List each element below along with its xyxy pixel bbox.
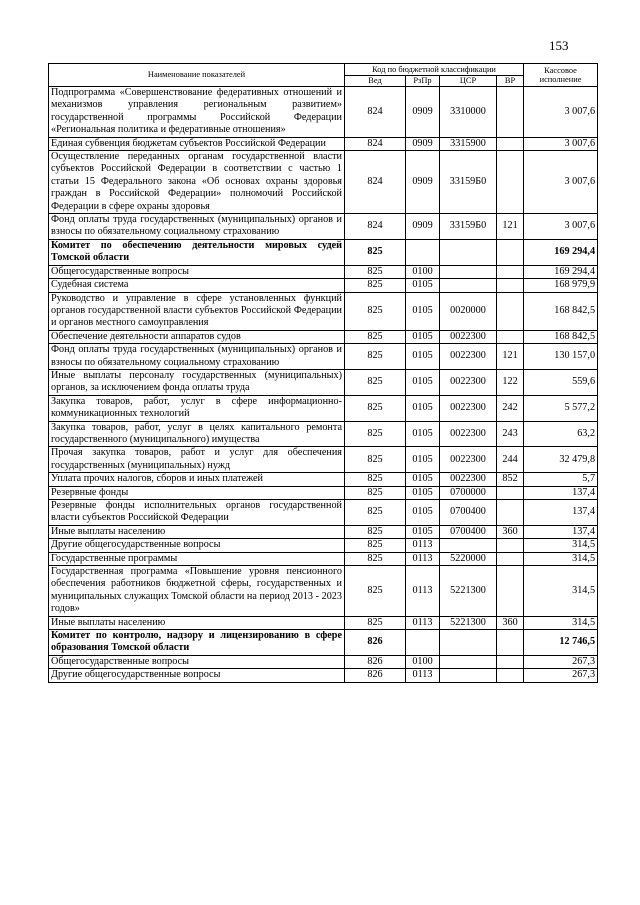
cell-name: Закупка товаров, работ, услуг в сфере информационно-коммуникационных технологий	[49, 395, 345, 421]
cell-name: Иные выплаты населению	[49, 525, 345, 538]
cell-rzpr: 0105	[406, 292, 440, 330]
cell-name: Резервные фонды	[49, 486, 345, 499]
cell-csr	[440, 630, 497, 656]
cell-ved: 825	[345, 330, 406, 343]
cell-sum: 267,3	[524, 655, 598, 668]
cell-sum: 63,2	[524, 421, 598, 447]
cell-ved: 825	[345, 344, 406, 370]
cell-sum: 314,5	[524, 566, 598, 617]
cell-ved: 825	[345, 500, 406, 526]
cell-ved: 825	[345, 539, 406, 552]
cell-ved: 826	[345, 669, 406, 682]
cell-csr: 3315900	[440, 137, 497, 150]
cell-ved: 825	[345, 395, 406, 421]
cell-vr	[497, 500, 524, 526]
cell-sum: 168 842,5	[524, 330, 598, 343]
table-row	[49, 151, 598, 214]
table-header	[49, 64, 598, 87]
cell-vr	[497, 292, 524, 330]
cell-rzpr: 0909	[406, 87, 440, 138]
cell-csr: 33159Б0	[440, 151, 497, 214]
cell-rzpr: 0105	[406, 344, 440, 370]
table-row	[49, 137, 598, 150]
cell-vr: 122	[497, 369, 524, 395]
table-row	[49, 292, 598, 330]
cell-rzpr: 0105	[406, 473, 440, 486]
cell-rzpr	[406, 239, 440, 265]
cell-vr	[497, 669, 524, 682]
cell-rzpr: 0105	[406, 421, 440, 447]
table-row	[49, 344, 598, 370]
cell-csr: 0700000	[440, 486, 497, 499]
cell-rzpr: 0113	[406, 552, 440, 565]
cell-rzpr: 0113	[406, 566, 440, 617]
header-name: Наименование показателей	[49, 64, 345, 87]
cell-vr	[497, 151, 524, 214]
cell-name: Иные выплаты персоналу государственных (муниципальных) органов, за исключением фонда оплаты труда	[49, 369, 345, 395]
cell-name: Руководство и управление в сфере установленных функций органов государственной власти субъектов Российской Федерации и органов местного самоуправления	[49, 292, 345, 330]
cell-csr: 0700400	[440, 500, 497, 526]
header-csr: ЦСР	[440, 76, 497, 87]
cell-sum: 267,3	[524, 669, 598, 682]
cell-vr	[497, 265, 524, 278]
cell-ved: 826	[345, 655, 406, 668]
table-row	[49, 214, 598, 240]
cell-csr	[440, 239, 497, 265]
cell-ved: 824	[345, 151, 406, 214]
cell-sum: 32 479,8	[524, 447, 598, 473]
cell-rzpr: 0909	[406, 151, 440, 214]
cell-rzpr: 0100	[406, 265, 440, 278]
cell-sum: 169 294,4	[524, 239, 598, 265]
cell-sum: 12 746,5	[524, 630, 598, 656]
table-row	[49, 395, 598, 421]
cell-ved: 824	[345, 87, 406, 138]
table-row	[49, 279, 598, 292]
table-row	[49, 330, 598, 343]
cell-csr: 0022300	[440, 344, 497, 370]
table-row	[49, 630, 598, 656]
cell-rzpr: 0105	[406, 279, 440, 292]
cell-vr: 242	[497, 395, 524, 421]
cell-name: Общегосударственные вопросы	[49, 655, 345, 668]
cell-rzpr: 0113	[406, 669, 440, 682]
cell-vr	[497, 539, 524, 552]
cell-name: Судебная система	[49, 279, 345, 292]
cell-csr	[440, 279, 497, 292]
cell-vr	[497, 552, 524, 565]
table-row	[49, 473, 598, 486]
cell-name: Комитет по контролю, надзору и лицензированию в сфере образования Томской области	[49, 630, 345, 656]
cell-rzpr: 0105	[406, 369, 440, 395]
cell-ved: 825	[345, 265, 406, 278]
cell-ved: 825	[345, 616, 406, 629]
cell-sum: 314,5	[524, 539, 598, 552]
cell-csr: 0022300	[440, 421, 497, 447]
cell-rzpr: 0105	[406, 525, 440, 538]
cell-vr: 243	[497, 421, 524, 447]
cell-csr: 0022300	[440, 330, 497, 343]
cell-sum: 168 842,5	[524, 292, 598, 330]
table-row	[49, 500, 598, 526]
table-row	[49, 566, 598, 617]
cell-name: Государственная программа «Повышение уровня пенсионного обеспечения работников бюджетной сферы, государственных и муниципальных служащих Томской области на период 2013 - 2023 годов»	[49, 566, 345, 617]
cell-csr: 33159Б0	[440, 214, 497, 240]
cell-vr: 244	[497, 447, 524, 473]
cell-name: Другие общегосударственные вопросы	[49, 539, 345, 552]
table-row	[49, 539, 598, 552]
table-body	[49, 87, 598, 683]
cell-ved: 825	[345, 369, 406, 395]
cell-vr	[497, 239, 524, 265]
table-row	[49, 265, 598, 278]
cell-vr	[497, 655, 524, 668]
cell-sum: 3 007,6	[524, 151, 598, 214]
cell-rzpr: 0909	[406, 137, 440, 150]
cell-sum: 314,5	[524, 552, 598, 565]
table-row	[49, 239, 598, 265]
cell-sum: 314,5	[524, 616, 598, 629]
cell-sum: 3 007,6	[524, 87, 598, 138]
cell-ved: 825	[345, 566, 406, 617]
cell-sum: 137,4	[524, 525, 598, 538]
cell-name: Общегосударственные вопросы	[49, 265, 345, 278]
table-row	[49, 552, 598, 565]
cell-sum: 559,6	[524, 369, 598, 395]
cell-ved: 825	[345, 552, 406, 565]
cell-vr: 852	[497, 473, 524, 486]
cell-name: Комитет по обеспечению деятельности мировых судей Томской области	[49, 239, 345, 265]
cell-csr	[440, 669, 497, 682]
cell-vr	[497, 87, 524, 138]
cell-rzpr	[406, 630, 440, 656]
cell-vr	[497, 566, 524, 617]
cell-sum: 3 007,6	[524, 214, 598, 240]
table-row	[49, 421, 598, 447]
cell-sum: 5 577,2	[524, 395, 598, 421]
cell-sum: 3 007,6	[524, 137, 598, 150]
header-sum: Кассовое исполнение	[524, 64, 598, 87]
cell-name: Осуществление переданных органам государственной власти субъектов Российской Федерации в соответствии с частью 1 статьи 15 Федерального закона «Об основах охраны здоровья граждан в Российской Федерации» полномочий Российской Федерации в сфере охраны здоровья	[49, 151, 345, 214]
cell-ved: 825	[345, 447, 406, 473]
cell-vr: 121	[497, 344, 524, 370]
budget-execution-table	[48, 63, 598, 683]
cell-name: Единая субвенция бюджетам субъектов Российской Федерации	[49, 137, 345, 150]
table-row	[49, 655, 598, 668]
cell-name: Прочая закупка товаров, работ и услуг для обеспечения государственных (муниципальных) нужд	[49, 447, 345, 473]
cell-csr: 5221300	[440, 566, 497, 617]
cell-csr	[440, 539, 497, 552]
cell-ved: 826	[345, 630, 406, 656]
cell-name: Резервные фонды исполнительных органов государственной власти субъектов Российской Федерации	[49, 500, 345, 526]
cell-csr: 5220000	[440, 552, 497, 565]
cell-csr: 5221300	[440, 616, 497, 629]
header-vr: ВР	[497, 76, 524, 87]
cell-vr	[497, 279, 524, 292]
cell-rzpr: 0909	[406, 214, 440, 240]
cell-rzpr: 0113	[406, 616, 440, 629]
cell-csr: 3310000	[440, 87, 497, 138]
cell-sum: 5,7	[524, 473, 598, 486]
cell-csr: 0020000	[440, 292, 497, 330]
header-rzpr: РзПр	[406, 76, 440, 87]
cell-vr: 121	[497, 214, 524, 240]
cell-rzpr: 0105	[406, 330, 440, 343]
cell-csr: 0700400	[440, 525, 497, 538]
cell-csr: 0022300	[440, 473, 497, 486]
table-row	[49, 616, 598, 629]
cell-ved: 825	[345, 473, 406, 486]
cell-ved: 825	[345, 525, 406, 538]
table-row	[49, 486, 598, 499]
cell-ved: 825	[345, 239, 406, 265]
cell-csr	[440, 265, 497, 278]
cell-ved: 825	[345, 279, 406, 292]
cell-ved: 824	[345, 137, 406, 150]
cell-csr: 0022300	[440, 395, 497, 421]
cell-ved: 825	[345, 486, 406, 499]
table-row	[49, 447, 598, 473]
table-row	[49, 669, 598, 682]
cell-vr	[497, 486, 524, 499]
cell-csr: 0022300	[440, 447, 497, 473]
table-row	[49, 525, 598, 538]
cell-vr	[497, 630, 524, 656]
cell-name: Государственные программы	[49, 552, 345, 565]
cell-name: Другие общегосударственные вопросы	[49, 669, 345, 682]
cell-rzpr: 0105	[406, 447, 440, 473]
cell-csr	[440, 655, 497, 668]
header-code-group: Код по бюджетной классификации	[345, 64, 524, 76]
cell-csr: 0022300	[440, 369, 497, 395]
cell-rzpr: 0105	[406, 486, 440, 499]
cell-sum: 130 157,0	[524, 344, 598, 370]
cell-sum: 137,4	[524, 500, 598, 526]
cell-vr: 360	[497, 616, 524, 629]
cell-vr: 360	[497, 525, 524, 538]
cell-rzpr: 0100	[406, 655, 440, 668]
header-ved: Вед	[345, 76, 406, 87]
cell-name: Фонд оплаты труда государственных (муниципальных) органов и взносы по обязательному социальному страхованию	[49, 344, 345, 370]
table-row	[49, 369, 598, 395]
cell-sum: 169 294,4	[524, 265, 598, 278]
cell-name: Фонд оплаты труда государственных (муниципальных) органов и взносы по обязательному социальному страхованию	[49, 214, 345, 240]
cell-ved: 825	[345, 292, 406, 330]
cell-ved: 824	[345, 214, 406, 240]
cell-sum: 168 979,9	[524, 279, 598, 292]
cell-vr	[497, 137, 524, 150]
cell-name: Иные выплаты населению	[49, 616, 345, 629]
cell-ved: 825	[345, 421, 406, 447]
cell-name: Уплата прочих налогов, сборов и иных платежей	[49, 473, 345, 486]
cell-rzpr: 0105	[406, 500, 440, 526]
cell-rzpr: 0113	[406, 539, 440, 552]
cell-sum: 137,4	[524, 486, 598, 499]
cell-rzpr: 0105	[406, 395, 440, 421]
cell-vr	[497, 330, 524, 343]
cell-name: Закупка товаров, работ, услуг в целях капитального ремонта государственного (муниципального) имущества	[49, 421, 345, 447]
cell-name: Подпрограмма «Совершенствование федеративных отношений и механизмов управления региональным развитием» государственной программы Российской Федерации «Региональная политика и федеративные отношения»	[49, 87, 345, 138]
cell-name: Обеспечение деятельности аппаратов судов	[49, 330, 345, 343]
page-number: 153	[549, 38, 569, 53]
table-row	[49, 87, 598, 138]
